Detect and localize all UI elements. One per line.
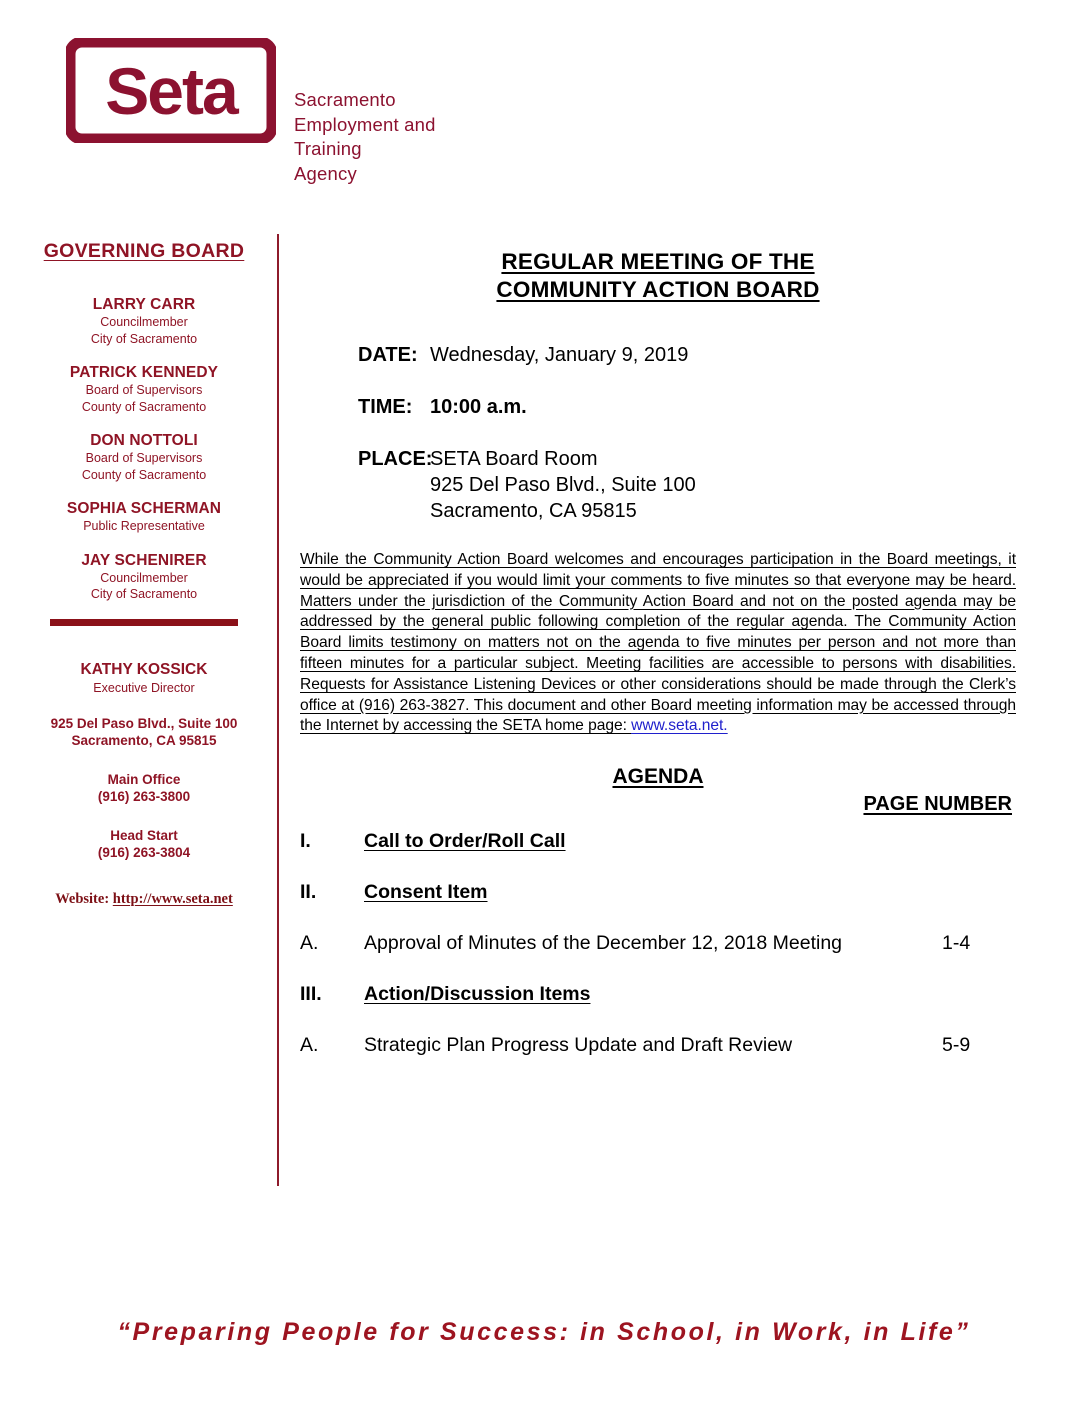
agenda-item-page: 5-9	[942, 1034, 971, 1057]
agenda-item-text: Approval of Minutes of the December 12, 2018 Meeting	[364, 932, 843, 955]
meeting-time-row	[300, 394, 1016, 420]
org-line-4: Agency	[294, 162, 357, 184]
agenda-item[interactable]	[300, 981, 1016, 1007]
board-member-role-line1: Public Representative	[83, 519, 205, 533]
board-member-name: SOPHIA SCHERMAN	[66, 500, 222, 517]
board-member	[20, 499, 268, 535]
agenda-item[interactable]	[300, 828, 1016, 854]
seta-logo-icon	[66, 38, 276, 143]
org-line-2: Employment and	[294, 113, 436, 135]
page-number-heading-text: PAGE NUMBER	[863, 793, 1012, 816]
executive-director-title: Executive Director	[93, 680, 195, 695]
board-member-role-line1: Councilmember	[100, 570, 188, 585]
head-start-phone: (916) 263-3804	[97, 844, 191, 860]
meeting-title-line2: COMMUNITY ACTION BOARD	[496, 277, 820, 302]
main-content	[300, 248, 1016, 1083]
board-member-name: DON NOTTOLI	[90, 432, 198, 449]
board-member-role-line1: Councilmember	[100, 315, 188, 329]
agenda-item-number: A.	[300, 932, 319, 955]
agenda-item-text	[364, 981, 906, 1007]
board-member-role-line2: City of Sacramento	[90, 587, 198, 601]
board-member-name: LARRY CARR	[92, 296, 196, 313]
date-value: Wednesday, January 9, 2019	[430, 344, 689, 366]
agenda-item-text	[364, 828, 906, 854]
agenda-heading	[300, 765, 1016, 789]
sidebar-divider-rule	[50, 619, 238, 626]
board-member-name: JAY SCHENIRER	[81, 551, 207, 569]
main-office-label: Main Office	[107, 771, 181, 787]
board-member-role-line2: County of Sacramento	[81, 399, 207, 414]
board-member-role-line1: Board of Supervisors	[85, 451, 203, 465]
meeting-place-row	[300, 446, 1016, 524]
agenda-item[interactable]	[300, 930, 1016, 956]
meeting-title-line1: REGULAR MEETING OF THE	[501, 249, 815, 274]
agenda-heading-text: AGENDA	[612, 765, 704, 789]
notice-body-text: While the Community Action Board welcomes and encourages participation in the Board meetings, it would be appreciated if you would limit your comments to five minutes so that everyone may be heard. Matters under the jurisdiction of the Community Action Board and not on the posted agenda may be addressed by the general public following completion of the regular agenda. The Community Action Board limits testimony on matters not on the agenda to five minutes per person and not more than fifteen minutes for a particular subject. Meeting facilities are accessible to persons with disabilities. Requests for Assistance Listening Devices or other considerations should be made through the Clerk’s office at (916) 263-3827. This document and other Board meeting information may be accessed through the Internet by accessing the SETA home page:	[300, 551, 1016, 735]
page-number-column-heading	[300, 793, 1016, 816]
meeting-title	[300, 248, 1016, 304]
agenda-item-page: 1-4	[942, 932, 971, 955]
sidebar	[20, 240, 268, 908]
agenda-item[interactable]	[300, 1032, 1016, 1058]
board-member-role-line1: Board of Supervisors	[85, 383, 203, 397]
place-line-3: Sacramento, CA 95815	[430, 500, 637, 522]
place-label: PLACE:	[358, 448, 433, 470]
public-participation-notice	[300, 550, 1016, 737]
main-office-phone: (916) 263-3800	[97, 788, 191, 804]
agenda-item-number: II.	[300, 881, 317, 904]
time-label: TIME:	[358, 396, 413, 418]
head-start-label: Head Start	[110, 827, 178, 843]
agenda-list	[300, 828, 1016, 1058]
board-member-role-line2: County of Sacramento	[81, 467, 207, 482]
org-line-1: Sacramento	[294, 89, 396, 110]
place-value	[430, 446, 1016, 524]
sidebar-website-link[interactable]: http://www.seta.net	[112, 890, 233, 907]
agenda-item-text: Strategic Plan Progress Update and Draft Review	[364, 1034, 793, 1057]
svg-text:Seta: Seta	[105, 54, 237, 128]
sidebar-website-label: Website:	[55, 890, 110, 907]
board-member	[20, 295, 268, 347]
spacer	[20, 805, 268, 827]
agenda-item-number: I.	[300, 830, 311, 853]
sidebar-address-line1: 925 Del Paso Blvd., Suite 100	[50, 715, 238, 731]
board-member	[20, 363, 268, 415]
agenda-item[interactable]	[300, 879, 1016, 905]
board-member	[20, 431, 268, 483]
board-member-name: PATRICK KENNEDY	[69, 364, 219, 381]
place-line-2: 925 Del Paso Blvd., Suite 100	[430, 474, 696, 496]
board-member-role-line2: City of Sacramento	[90, 331, 198, 346]
date-label: DATE:	[358, 344, 418, 366]
organization-name	[294, 88, 494, 186]
sidebar-website	[20, 891, 268, 908]
agenda-item-number: III.	[300, 983, 322, 1006]
board-member	[20, 551, 268, 603]
executive-director-name: KATHY KOSSICK	[80, 660, 208, 678]
organization-logo	[66, 38, 486, 184]
agenda-item-text-inner: Call to Order/Roll Call	[364, 830, 566, 853]
time-value: 10:00 a.m.	[430, 396, 527, 418]
meeting-date-row	[300, 342, 1016, 368]
org-line-3: Training	[294, 138, 362, 159]
agenda-item-text-inner: Consent Item	[364, 881, 488, 904]
place-line-1: SETA Board Room	[430, 448, 598, 470]
spacer	[20, 749, 268, 771]
sidebar-address-line2: Sacramento, CA 95815	[71, 732, 217, 748]
governing-board-title: GOVERNING BOARD	[43, 240, 245, 262]
seta-website-link[interactable]: www.seta.net.	[631, 717, 728, 735]
column-divider	[277, 234, 279, 1186]
agenda-item-number: A.	[300, 1034, 319, 1057]
footer-tagline: “Preparing People for Success: in School, in Work, in Life”	[117, 1318, 971, 1346]
agenda-item-text	[364, 879, 906, 905]
agenda-item-text-inner: Action/Discussion Items	[364, 983, 591, 1006]
